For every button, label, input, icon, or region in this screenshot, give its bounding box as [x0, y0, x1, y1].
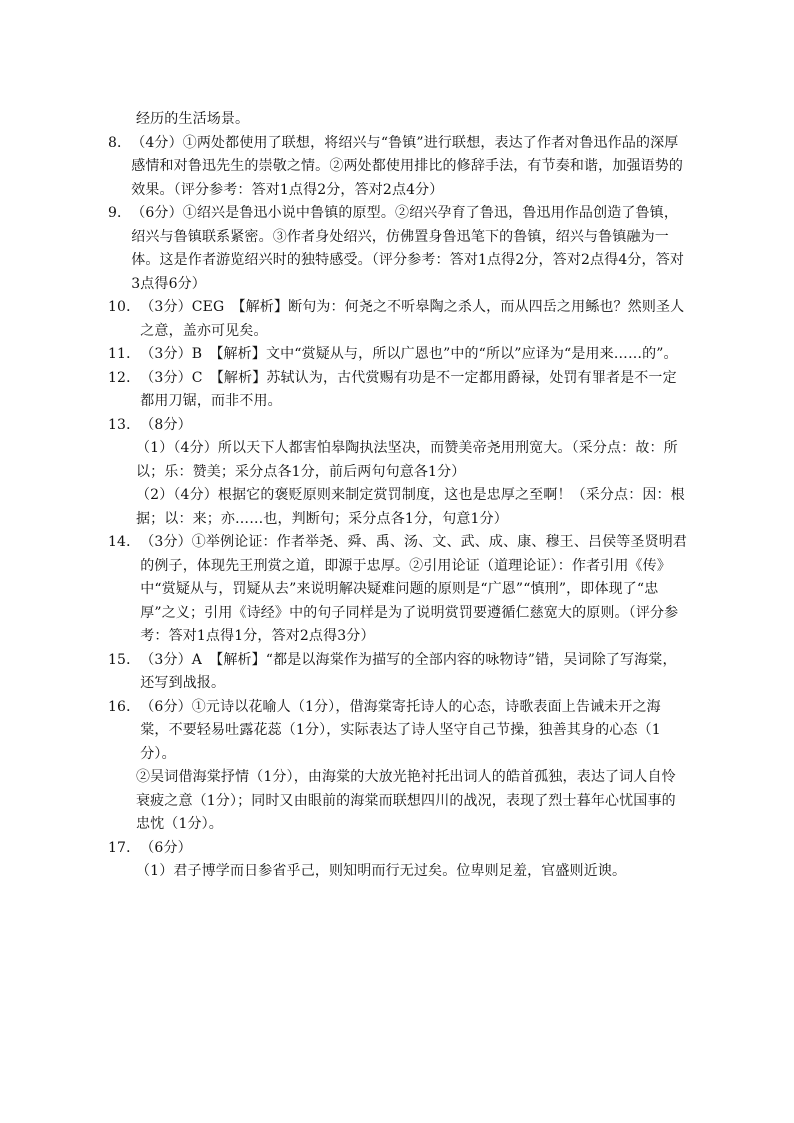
answer-item-12 — [108, 367, 688, 414]
q16-continuation: ②吴词借海棠抒情（1分），由海棠的大放光艳衬托出词人的皓首孤独，表达了词人自怜衰疲之意（1分）；同时又由眼前的海棠而联想四川的战况，表现了烈士暮年心忧国事的忠忱（1分）。 — [136, 769, 676, 832]
lead-line: 经历的生活场景。 — [136, 111, 250, 127]
item-text: （3分）①举例论证：作者举尧、舜、禹、汤、文、武、成、康、穆王、吕侯等圣贤明君的例子，体现先王刑赏之道，即源于忠厚。②引用论证（道理论证）：作者引用《传》中“赏疑从与，罚疑从去”来说明解决疑难问题的原则是“广恩”“慎刑”，即体现了“忠厚”之义；引用《诗经》中的句子同样是为了说明赏罚要遵循仁慈宽大的原则。（评分参考：答对1点得1分，答对2点得3分） — [140, 534, 688, 644]
item-number: 13． — [108, 416, 141, 433]
item-number: 11． — [108, 346, 141, 362]
answer-item-8 — [108, 132, 688, 203]
answer-item-13 — [108, 414, 688, 438]
q13-sub-1: （1）（4分）所以天下人都害怕皋陶执法坚决，而赞美帝尧用刑宽大。（采分点：故：所以；乐：赞美；采分点各1分，前后两句句意各1分） — [136, 440, 678, 480]
item-number: 14． — [108, 534, 141, 550]
item-text: （8分） — [140, 416, 192, 433]
answer-text — [108, 108, 688, 884]
item-number: 15． — [108, 651, 141, 668]
q17-sub-1: （1）君子博学而日参省乎己，则知明而行无过矣。位卑则足羞，官盛则近谀。 — [136, 863, 627, 879]
answer-item-16 — [108, 696, 688, 767]
item-text: （4分）①两处都使用了联想，将绍兴与“鲁镇”进行联想，表达了作者对鲁迅作品的深厚感情和对鲁迅先生的崇敬之情。②两处都使用排比的修辞手法，有节奏和谐，加强语势的效果。（评分参考：答对1点得2分，答对2点4分） — [131, 134, 684, 198]
item-number: 10． — [108, 299, 141, 315]
q13-sub-2: （2）（4分）根据它的褒贬原则来制定赏罚制度，这也是忠厚之至啊！（采分点：因：根据；以：来；亦……也，判断句；采分点各1分，句意1分） — [136, 487, 685, 527]
item-text: （3分）C 【解析】苏轼认为，古代赏赐有功是不一定都用爵禄，处罚有罪者是不一定都用刀锯，而非不用。 — [140, 369, 677, 409]
item-text: （6分）①元诗以花喻人（1分），借海棠寄托诗人的心态，诗歌表面上告诫未开之海棠，不要轻易吐露花蕊（1分），实际表达了诗人坚守自己节操，独善其身的心态（1分）。 — [140, 698, 661, 762]
item-text: （6分）①绍兴是鲁迅小说中鲁镇的原型。②绍兴孕育了鲁迅，鲁迅用作品创造了鲁镇，绍兴与鲁镇联系紧密。③作者身处绍兴，仿佛置身鲁迅笔下的鲁镇，绍兴与鲁镇融为一体。这是作者游览绍兴时的独特感受。（评分参考：答对1点得2分，答对2点得4分，答对3点得6分） — [131, 205, 684, 292]
answer-item-10 — [108, 296, 688, 343]
answer-item-9 — [108, 202, 688, 296]
item-number: 9． — [108, 205, 132, 221]
item-number: 12． — [108, 369, 141, 386]
answer-item-15 — [108, 649, 688, 696]
answer-item-11 — [108, 343, 688, 367]
answer-item-17 — [108, 837, 688, 861]
item-number: 8． — [108, 134, 132, 151]
answer-item-14 — [108, 531, 688, 649]
item-text: （3分）B 【解析】文中“赏疑从与，所以广恩也”中的“所以”应译为“是用来……的”。 — [140, 346, 678, 362]
item-text: （6分） — [140, 839, 192, 856]
item-text: （3分）CEG 【解析】断句为：何尧之不听皋陶之杀人，而从四岳之用鲧也？然则圣人之意，盖亦可见矣。 — [140, 299, 685, 339]
item-number: 16． — [108, 698, 141, 715]
item-number: 17． — [108, 839, 141, 856]
item-text: （3分）A 【解析】“都是以海棠作为描写的全部内容的咏物诗”错，吴词除了写海棠，还写到战报。 — [140, 651, 677, 691]
